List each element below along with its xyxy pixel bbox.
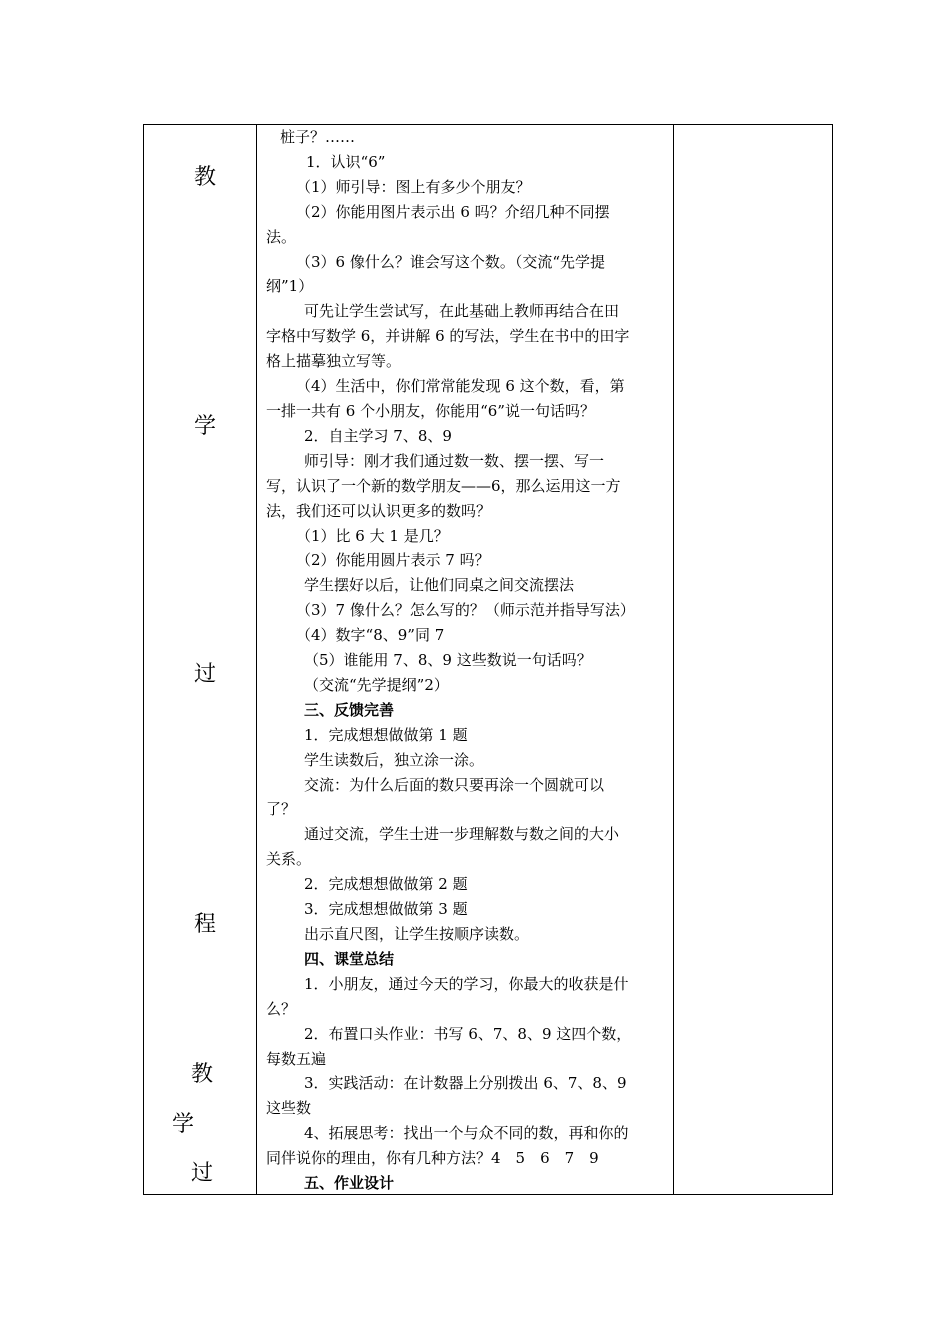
content-line: 法，我们还可以认识更多的数吗？ [266,501,492,520]
content-line: （1）比 6 大 1 是几？ [296,526,449,545]
content-line: 格上描摹独立写等。 [266,352,402,371]
content-line: 桩子？…… [280,128,356,146]
content-line: （3）7 像什么？怎么写的？（师示范并指导写法） [296,601,635,620]
content-line: （交流“先学提纲”2） [304,675,449,694]
content-line: 么？ [266,999,297,1018]
content-line: 3．完成想想做做第 3 题 [304,900,468,919]
content-line: 关系。 [266,850,312,869]
content-line: （2）你能用圆片表示 7 吗？ [296,551,490,570]
content-line: 通过交流，学生士进一步理解数与数之间的大小 [304,825,620,844]
section-label-char: 学 [194,414,217,439]
content-line: 可先让学生尝试写，在此基础上教师再结合在田 [304,302,620,321]
section-heading: 四、课堂总结 [304,949,395,968]
content-line: （3）6 像什么？谁会写这个数。（交流“先学提 [296,252,606,271]
content-line: （4）数字“8、9”同 7 [296,626,445,645]
content-line: 写，认识了一个新的数学朋友——6，那么运用这一方 [266,476,621,495]
content-line: 1．完成想想做做第 1 题 [304,725,468,744]
content-line: 这些数 [266,1099,312,1118]
content-line: 学生摆好以后，让他们同桌之间交流摆法 [304,576,575,595]
section-label-char: 教 [191,1062,214,1087]
section-heading: 三、反馈完善 [304,700,395,719]
section-label-char: 教 [194,165,217,190]
section-label-char: 程 [194,912,217,937]
section-heading: 五、作业设计 [304,1174,395,1193]
notes-column [673,125,832,1194]
content-line: 每数五遍 [266,1049,327,1068]
content-line: （1）师引导：图上有多少个朋友？ [296,177,531,196]
section-label-char: 过 [191,1161,214,1186]
content-line: 了？ [266,800,297,819]
content-line: 2．布置口头作业：书写 6、7、8、9 这四个数， [304,1024,632,1043]
content-line: 学生读数后，独立涂一涂。 [304,750,485,769]
content-line: 纲”1） [266,277,314,296]
content-line: 同伴说你的理由，你有几种方法？4 5 6 7 9 [266,1149,599,1168]
content-line: 法。 [266,227,297,246]
lesson-table [143,124,833,1195]
content-line: （2）你能用图片表示出 6 吗？介绍几种不同摆 [296,202,610,221]
content-line: 字格中写数学 6，并讲解 6 的写法，学生在书中的田字 [266,327,630,346]
content-line: 交流：为什么后面的数只要再涂一个圆就可以 [304,775,605,794]
content-line: （5）谁能用 7、8、9 这些数说一句话吗？ [304,651,592,670]
content-line: 3．实践活动：在计数器上分别拨出 6、7、8、9 [304,1074,627,1093]
lesson-content [266,125,671,1196]
content-line: 4、拓展思考：找出一个与众不同的数，再和你的 [304,1124,629,1143]
section-label-char: 学 [172,1112,195,1137]
column-divider [256,125,257,1194]
content-line: 2．自主学习 7、8、9 [304,426,452,445]
section-label-column [144,125,256,1194]
content-line: 1．认识“6” [306,152,386,171]
section-label-char: 过 [194,662,217,687]
content-line: 1．小朋友，通过今天的学习，你最大的收获是什 [304,974,629,993]
content-line: （4）生活中，你们常常能发现 6 这个数，看，第 [296,377,625,396]
content-line: 师引导：刚才我们通过数一数、摆一摆、写一 [304,451,605,470]
content-line: 出示直尺图，让学生按顺序读数。 [304,925,530,943]
content-line: 2．完成想想做做第 2 题 [304,875,468,894]
content-line: 一排一共有 6 个小朋友，你能用“6”说一句话吗？ [266,401,595,420]
